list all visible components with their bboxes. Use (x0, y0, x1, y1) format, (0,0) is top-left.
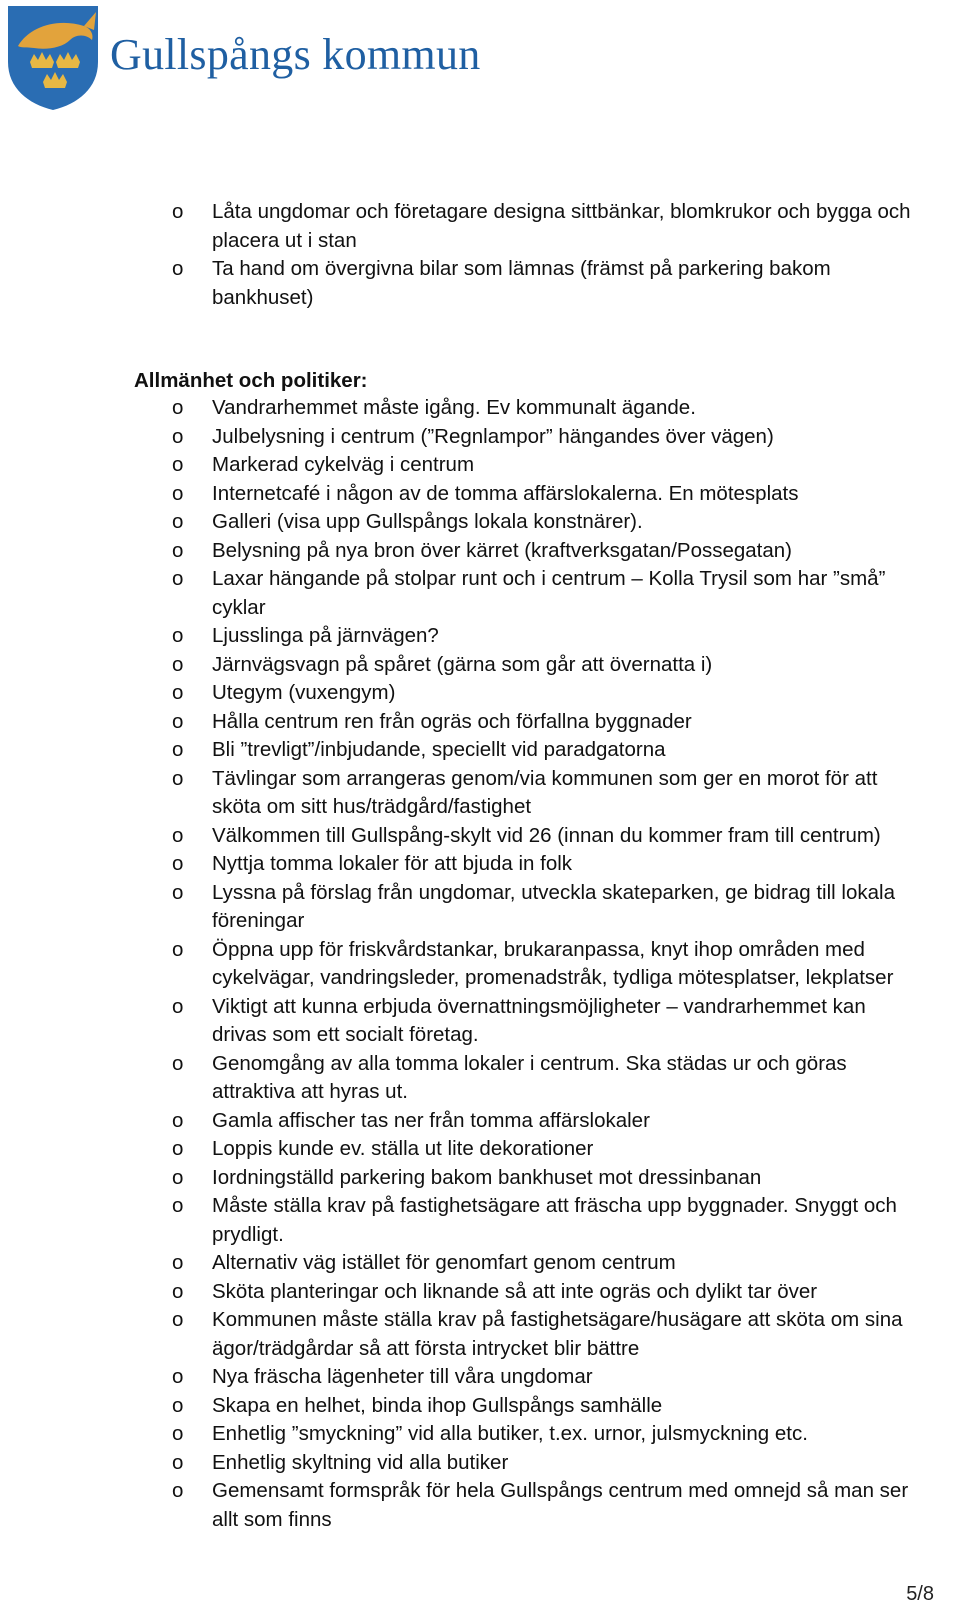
bullet-icon: o (172, 738, 184, 761)
list-item (0, 1249, 960, 1278)
list-item-text: Genomgång av alla tomma lokaler i centrum. Ska städas ur och göras attraktiva att hyras ut. (212, 1051, 847, 1103)
proposal-list-public-politicians (0, 394, 960, 1534)
list-item-text: Nya fräscha lägenheter till våra ungdomar (212, 1365, 593, 1388)
bullet-icon: o (172, 766, 184, 790)
list-item (0, 1107, 960, 1136)
list-item-text: Gamla affischer tas ner från tomma affärslokaler (212, 1108, 650, 1132)
bullet-icon: o (172, 994, 184, 1018)
list-item (0, 1135, 960, 1164)
list-item-text: Öppna upp för friskvårdstankar, brukaranpassa, knyt ihop områden med cykelvägar, vandringsleder, promenadstråk, tydliga mötesplatser, lekplatser (212, 937, 894, 989)
list-item (0, 480, 960, 509)
list-item-text: Vandrarhemmet måste igång. Ev kommunalt ägande. (212, 396, 696, 419)
list-item (0, 537, 960, 566)
list-item-text: Nyttja tomma lokaler för att bjuda in folk (212, 852, 573, 875)
list-item (0, 1363, 960, 1392)
bullet-icon: o (172, 510, 184, 533)
list-item (0, 1306, 960, 1363)
list-item-text: Hålla centrum ren från ogräs och förfallna byggnader (212, 709, 692, 733)
bullet-icon: o (172, 1251, 184, 1274)
list-item (0, 255, 960, 312)
list-item-text: Ljusslinga på järnvägen? (212, 624, 439, 647)
bullet-icon: o (172, 1137, 184, 1160)
organization-name: Gullspångs kommun (110, 30, 481, 79)
list-item (0, 565, 960, 622)
list-item (0, 1050, 960, 1107)
list-item-text: Tävlingar som arrangeras genom/via kommunen som ger en morot för att sköta om sitt hus/trädgård/fastighet (212, 766, 878, 818)
list-item (0, 708, 960, 737)
bullet-icon: o (172, 538, 184, 562)
list-item-text: Enhetlig ”smyckning” vid alla butiker, t.ex. urnor, julsmyckning etc. (212, 1422, 808, 1445)
bullet-icon: o (172, 1365, 184, 1388)
list-item (0, 1420, 960, 1449)
list-item (0, 423, 960, 452)
bullet-icon: o (172, 1279, 184, 1303)
bullet-icon: o (172, 1479, 184, 1502)
bullet-icon: o (172, 823, 184, 847)
bullet-icon: o (172, 1393, 184, 1417)
bullet-icon: o (172, 709, 184, 733)
list-item-text: Internetcafé i någon av de tomma affärslokalerna. En mötesplats (212, 481, 799, 505)
list-item-text: Enhetlig skyltning vid alla butiker (212, 1450, 509, 1474)
list-item-text: Alternativ väg istället för genomfart genom centrum (212, 1251, 676, 1274)
list-item (0, 1449, 960, 1478)
list-item-text: Sköta planteringar och liknande så att inte ogräs och dylikt tar över (212, 1279, 818, 1303)
list-item (0, 394, 960, 423)
bullet-icon: o (172, 937, 184, 961)
list-item (0, 1164, 960, 1193)
list-item (0, 936, 960, 993)
list-item-text: Ta hand om övergivna bilar som lämnas (främst på parkering bakom bankhuset) (212, 257, 831, 309)
bullet-icon: o (172, 481, 184, 505)
list-item-text: Utegym (vuxengym) (212, 681, 396, 704)
municipal-crest-icon (6, 4, 100, 112)
list-item (0, 1392, 960, 1421)
list-item (0, 879, 960, 936)
list-item (0, 1192, 960, 1249)
page-number: 5/8 (906, 1583, 934, 1605)
bullet-icon: o (172, 200, 184, 223)
list-item (0, 622, 960, 651)
bullet-icon: o (172, 1108, 184, 1132)
list-item (0, 198, 960, 255)
bullet-icon: o (172, 1308, 184, 1331)
bullet-icon: o (172, 396, 184, 419)
list-item-text: Galleri (visa upp Gullspångs lokala konstnärer). (212, 510, 643, 533)
list-item-text: Iordningställd parkering bakom bankhuset mot dressinbanan (212, 1165, 762, 1189)
list-item-text: Viktigt att kunna erbjuda övernattningsmöjligheter – vandrarhemmet kan drivas som ett socialt företag. (212, 994, 866, 1046)
section-heading: Allmänhet och politiker: (134, 369, 368, 392)
bullet-icon: o (172, 624, 184, 647)
list-item-text: Julbelysning i centrum (”Regnlampor” hängandes över vägen) (212, 424, 774, 448)
bullet-icon: o (172, 257, 184, 280)
list-item-text: Markerad cykelväg i centrum (212, 453, 475, 476)
list-item (0, 1278, 960, 1307)
bullet-icon: o (172, 567, 184, 590)
proposal-list-intro (0, 198, 960, 312)
bullet-icon: o (172, 1422, 184, 1445)
bullet-icon: o (172, 880, 184, 904)
bullet-icon: o (172, 1051, 184, 1075)
list-item (0, 822, 960, 851)
bullet-icon: o (172, 681, 184, 704)
bullet-icon: o (172, 424, 184, 448)
list-item-text: Skapa en helhet, binda ihop Gullspångs samhälle (212, 1393, 663, 1417)
bullet-icon: o (172, 453, 184, 476)
list-item-text: Välkommen till Gullspång-skylt vid 26 (innan du kommer fram till centrum) (212, 823, 881, 847)
list-item-text: Belysning på nya bron över kärret (kraftverksgatan/Possegatan) (212, 538, 792, 562)
list-item (0, 736, 960, 765)
list-item-text: Lyssna på förslag från ungdomar, utveckla skateparken, ge bidrag till lokala föreningar (212, 880, 895, 932)
list-item (0, 508, 960, 537)
list-item (0, 993, 960, 1050)
page-header (6, 4, 526, 114)
list-item-text: Gemensamt formspråk för hela Gullspångs centrum med omnejd så man ser allt som finns (212, 1479, 909, 1531)
bullet-icon: o (172, 1165, 184, 1189)
bullet-icon: o (172, 652, 184, 676)
bullet-icon: o (172, 852, 184, 875)
list-item-text: Låta ungdomar och företagare designa sittbänkar, blomkrukor och bygga och placera ut i stan (212, 200, 911, 252)
list-item-text: Bli ”trevligt”/inbjudande, speciellt vid paradgatorna (212, 738, 666, 761)
list-item (0, 765, 960, 822)
list-item-text: Järnvägsvagn på spåret (gärna som går att övernatta i) (212, 652, 713, 676)
list-item (0, 651, 960, 680)
list-item-text: Måste ställa krav på fastighetsägare att fräscha upp byggnader. Snyggt och prydligt. (212, 1194, 897, 1246)
list-item-text: Kommunen måste ställa krav på fastighetsägare/husägare att sköta om sina ägor/trädgårdar så att första intrycket blir bättre (212, 1308, 903, 1360)
bullet-icon: o (172, 1450, 184, 1474)
list-item (0, 451, 960, 480)
bullet-icon: o (172, 1194, 184, 1217)
list-item (0, 850, 960, 879)
list-item (0, 679, 960, 708)
list-item (0, 1477, 960, 1534)
list-item-text: Laxar hängande på stolpar runt och i centrum – Kolla Trysil som har ”små” cyklar (212, 567, 886, 619)
list-item-text: Loppis kunde ev. ställa ut lite dekorationer (212, 1137, 594, 1160)
